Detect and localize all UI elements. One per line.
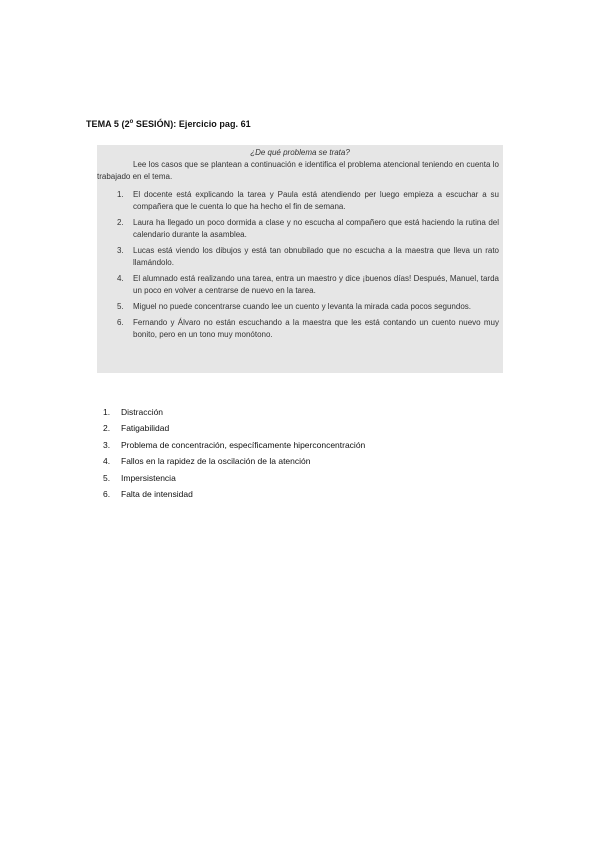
answer-number: 3. bbox=[103, 439, 111, 450]
answer-text: Fatigabilidad bbox=[121, 423, 170, 434]
case-text: El alumnado está realizando una tarea, entra un maestro y dice ¡buenos días! Después, Manuel, tarda un poco en volver a centrarse de nuevo en la tarea. bbox=[133, 274, 499, 295]
case-number: 2. bbox=[117, 218, 124, 227]
answer-number: 6. bbox=[103, 489, 111, 500]
answer-text: Fallos en la rapidez de la oscilación de la atención bbox=[121, 456, 311, 467]
answer-text: Problema de concentración, específicamente hiperconcentración bbox=[121, 439, 366, 450]
answer-item bbox=[103, 486, 365, 502]
exercise-box bbox=[97, 145, 503, 373]
page-heading bbox=[86, 119, 251, 129]
case-number: 5. bbox=[117, 302, 124, 311]
answer-item bbox=[103, 437, 365, 453]
case-text: Laura ha llegado un poco dormida a clase y no escucha al compañero que está haciendo la rutina del calendario durante la asamblea. bbox=[133, 218, 499, 239]
case-number: 1. bbox=[117, 190, 124, 199]
case-item bbox=[117, 273, 499, 297]
case-item bbox=[117, 217, 499, 241]
answer-item bbox=[103, 453, 365, 469]
answer-text: Falta de intensidad bbox=[121, 489, 193, 500]
answer-number: 2. bbox=[103, 423, 111, 434]
answer-list bbox=[103, 404, 365, 502]
case-number: 3. bbox=[117, 246, 124, 255]
case-text: El docente está explicando la tarea y Paula está atendiendo per luego empieza a escuchar a su compañera que le cuenta lo que ha hecho el fin de semana. bbox=[133, 190, 499, 211]
case-item bbox=[117, 189, 499, 213]
case-text: Fernando y Álvaro no están escuchando a la maestra que les está contando un cuento nuevo muy bonito, pero en un tono muy monótono. bbox=[133, 318, 499, 339]
answer-item bbox=[103, 420, 365, 436]
case-item bbox=[117, 245, 499, 269]
answer-text: Distracción bbox=[121, 407, 164, 417]
case-list bbox=[97, 189, 503, 341]
heading-superscript: o bbox=[129, 119, 134, 125]
answer-item bbox=[103, 470, 365, 486]
answer-text: Impersistencia bbox=[121, 472, 176, 483]
case-item bbox=[117, 301, 499, 313]
answer-number: 4. bbox=[103, 456, 111, 467]
answer-item bbox=[103, 404, 365, 420]
answer-number: 1. bbox=[103, 407, 111, 417]
heading-prefix: TEMA 5 (2 bbox=[86, 119, 130, 129]
case-number: 4. bbox=[117, 274, 124, 283]
answer-number: 5. bbox=[103, 472, 111, 483]
case-text: Lucas está viendo los dibujos y está tan obnubilado que no escucha a la maestra que lleva un rato llamándolo. bbox=[133, 246, 499, 267]
case-item bbox=[117, 317, 499, 341]
case-number: 6. bbox=[117, 318, 124, 327]
heading-suffix: SESIÓN): Ejercicio pag. 61 bbox=[133, 119, 251, 129]
exercise-title: ¿De qué problema se trata? bbox=[250, 148, 350, 157]
case-text: Miguel no puede concentrarse cuando lee un cuento y levanta la mirada cada pocos segundos. bbox=[133, 302, 472, 311]
exercise-intro: Lee los casos que se plantean a continuación e identifica el problema atencional teniendo en cuenta lo trabajado en el tema. bbox=[97, 160, 499, 181]
